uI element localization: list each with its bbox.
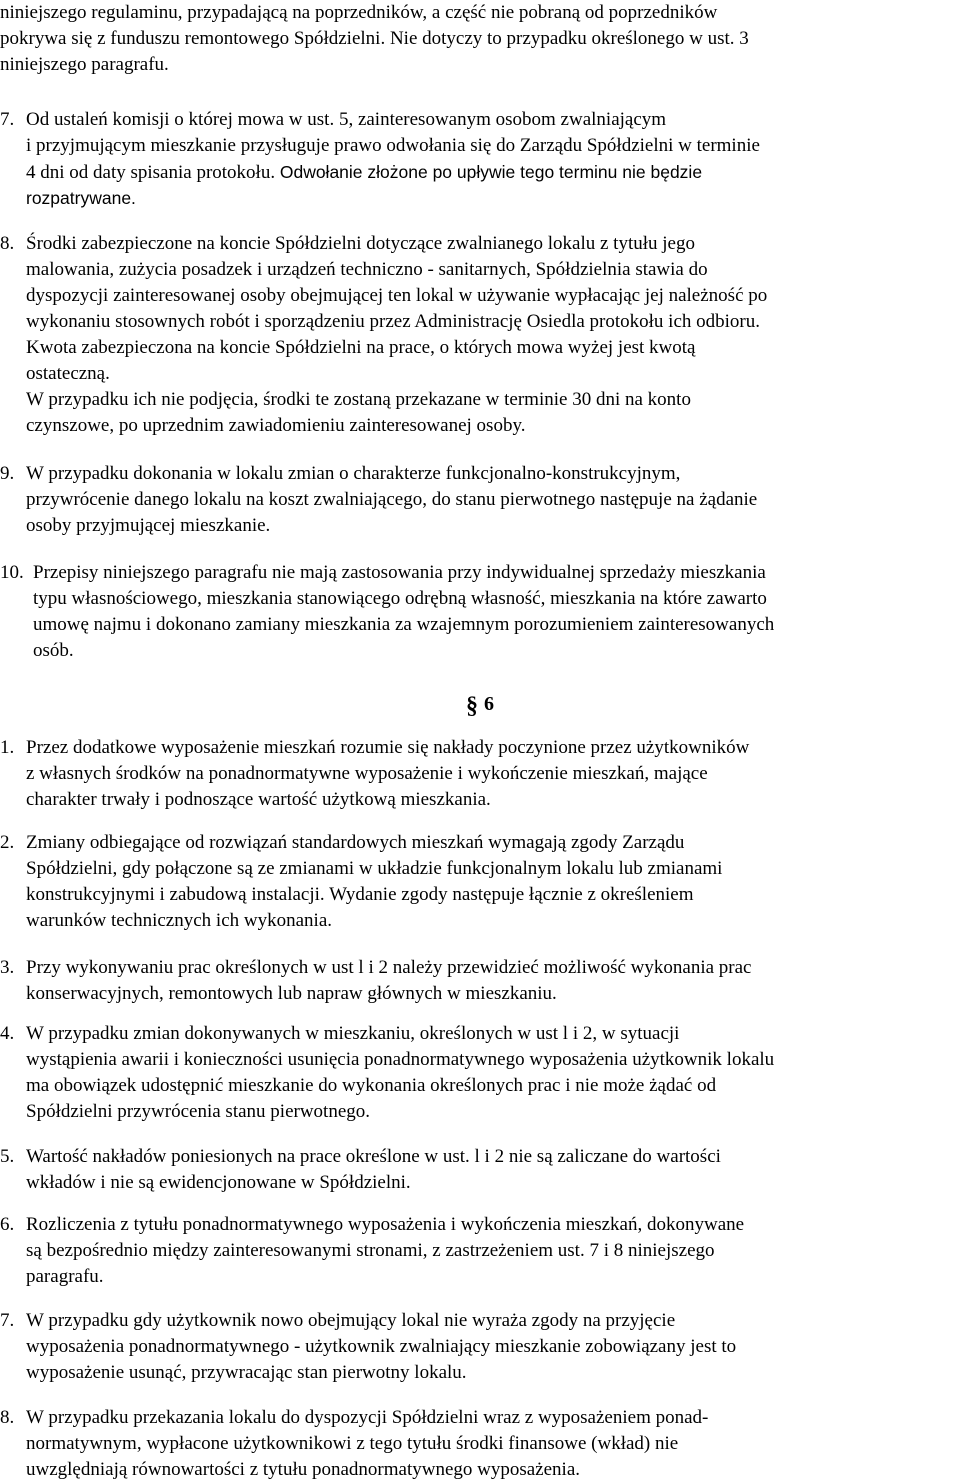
text-line: W przypadku przekazania lokalu do dyspozycji Spółdzielni wraz z wyposażeniem ponad- xyxy=(26,1407,709,1428)
section-symbol: § xyxy=(466,693,478,719)
text-line: Przepisy niniejszego paragrafu nie mają zastosowania przy indywidualnej sprzedaży mieszkania xyxy=(33,562,766,583)
text-line: Od ustaleń komisji o której mowa w ust. 5, zainteresowanym osobom zwalniającym xyxy=(26,109,667,130)
section-6-item-3 xyxy=(0,955,960,1007)
text-line: W przypadku ich nie podjęcia, środki te zostaną przekazane w terminie 30 dni na konto xyxy=(26,389,691,410)
text-line: konserwacyjnych, remontowych lub napraw głównych w mieszkaniu. xyxy=(26,983,557,1004)
section-6-item-4 xyxy=(0,1021,960,1125)
text-line: wkładów i nie są ewidencjonowane w Spółdzielni. xyxy=(26,1172,411,1193)
list-item-8 xyxy=(0,231,960,439)
text-line: wyposażenie usunąć, przywracając stan pierwotny lokalu. xyxy=(26,1362,467,1383)
text-line: konstrukcyjnymi i zabudową instalacji. Wydanie zgody następuje łącznie z określeniem xyxy=(26,884,694,905)
text-line: wykonaniu stosownych robót i sporządzeniu przez Administrację Osiedla protokołu ich odbioru. xyxy=(26,311,760,332)
text-line: Spółdzielni, gdy połączone są ze zmianami w układzie funkcjonalnym lokalu lub zmianami xyxy=(26,858,723,879)
list-item-10 xyxy=(0,560,960,664)
item-number: 4. xyxy=(0,1023,15,1044)
text-line: i przyjmującym mieszkanie przysługuje prawo odwołania się do Zarządu Spółdzielni w terminie xyxy=(26,135,760,156)
text-line: 4 dni od daty spisania protokołu. xyxy=(26,162,276,183)
text-line: osób. xyxy=(33,640,74,661)
list-item-9 xyxy=(0,461,960,539)
text-line: dyspozycji zainteresowanej osoby obejmującej ten lokal w używanie wypłacając jej należność po xyxy=(26,285,768,306)
section-heading xyxy=(0,690,960,717)
item-number: 7. xyxy=(0,109,15,130)
text-line: Wartość nakładów poniesionych na prace określone w ust. l i 2 nie są zaliczane do wartości xyxy=(26,1146,721,1167)
section-6-item-8 xyxy=(0,1405,960,1483)
text-line: przywrócenie danego lokalu na koszt zwalniającego, do stanu pierwotnego następuje na żądanie xyxy=(26,489,758,510)
text-line: Przez dodatkowe wyposażenie mieszkań rozumie się nakłady poczynione przez użytkowników xyxy=(26,737,750,758)
text-line-sans: rozpatrywane. xyxy=(26,188,136,208)
item-number: 10. xyxy=(0,562,24,583)
text-line: warunków technicznych ich wykonania. xyxy=(26,910,333,931)
text-line: Zmiany odbiegające od rozwiązań standardowych mieszkań wymagają zgody Zarządu xyxy=(26,832,685,853)
item-number: 3. xyxy=(0,957,15,978)
text-line: typu własnościowego, mieszkania stanowiącego odrębną własność, mieszkania na które zawarto xyxy=(33,588,767,609)
text-line: Rozliczenia z tytułu ponadnormatywnego wyposażenia i wykończenia mieszkań, dokonywane xyxy=(26,1214,745,1235)
item-number: 1. xyxy=(0,737,15,758)
item-number: 7. xyxy=(0,1310,15,1331)
text-line-sans: Odwołanie złożone po upływie tego terminu nie będzie xyxy=(279,162,703,182)
item-number: 6. xyxy=(0,1214,15,1235)
text-line: charakter trwały i podnoszące wartość użytkową mieszkania. xyxy=(26,789,491,810)
text-line: wyposażenia ponadnormatywnego - użytkownik zwalniający mieszkanie zobowiązany jest to xyxy=(26,1336,737,1357)
section-6-item-1 xyxy=(0,735,960,813)
text-line: Przy wykonywaniu prac określonych w ust l i 2 należy przewidzieć możliwość wykonania prac xyxy=(26,957,752,978)
text-line: pokrywa się z funduszu remontowego Spółdzielni. Nie dotyczy to przypadku określonego w ust. 3 xyxy=(0,28,749,49)
text-line: wystąpienia awarii i konieczności usunięcia ponadnormatywnego wyposażenia użytkownik lokalu xyxy=(26,1049,775,1070)
item-number: 8. xyxy=(0,233,15,254)
text-line: są bezpośrednio między zainteresowanymi stronami, z zastrzeżeniem ust. 7 i 8 niniejszego xyxy=(26,1240,715,1261)
section-6-item-2 xyxy=(0,830,960,934)
text-line: czynszowe, po uprzednim zawiadomieniu zainteresowanej osoby. xyxy=(26,415,526,436)
text-line: paragrafu. xyxy=(26,1266,104,1287)
continuation-paragraph xyxy=(0,0,960,78)
section-6-item-5 xyxy=(0,1144,960,1196)
item-number: 2. xyxy=(0,832,15,853)
text-line: W przypadku zmian dokonywanych w mieszkaniu, określonych w ust l i 2, w sytuacji xyxy=(26,1023,680,1044)
text-line: malowania, zużycia posadzek i urządzeń techniczno - sanitarnych, Spółdzielnia stawia do xyxy=(26,259,708,280)
text-line: Spółdzielni przywrócenia stanu pierwotnego. xyxy=(26,1101,371,1122)
text-line: Kwota zabezpieczona na koncie Spółdzielni na prace, o których mowa wyżej jest kwotą xyxy=(26,337,696,358)
text-line: ostateczną. xyxy=(26,363,110,384)
text-line: W przypadku gdy użytkownik nowo obejmujący lokal nie wyraża zgody na przyjęcie xyxy=(26,1310,676,1331)
text-line: umowę najmu i dokonano zamiany mieszkania za wzajemnym porozumieniem zainteresowanych xyxy=(33,614,775,635)
item-number: 8. xyxy=(0,1407,15,1428)
text-line: niniejszego paragrafu. xyxy=(0,54,169,75)
list-item-7 xyxy=(0,107,960,211)
item-number: 5. xyxy=(0,1146,15,1167)
section-6-item-6 xyxy=(0,1212,960,1290)
text-line: W przypadku dokonania w lokalu zmian o charakterze funkcjonalno-konstrukcyjnym, xyxy=(26,463,681,484)
text-line: Środki zabezpieczone na koncie Spółdzielni dotyczące zwalnianego lokalu z tytułu jego xyxy=(26,233,695,254)
section-number: 6 xyxy=(484,693,494,715)
text-line: uwzględniają równowartości z tytułu ponadnormatywnego wyposażenia. xyxy=(26,1459,581,1480)
text-line: niniejszego regulaminu, przypadającą na poprzedników, a część nie pobraną od poprzedników xyxy=(0,2,718,23)
item-number: 9. xyxy=(0,463,15,484)
text-line: normatywnym, wypłacone użytkownikowi z tego tytułu środki finansowe (wkład) nie xyxy=(26,1433,679,1454)
section-6-item-7 xyxy=(0,1308,960,1386)
text-line: z własnych środków na ponadnormatywne wyposażenie i wykończenie mieszkań, mające xyxy=(26,763,708,784)
text-line: ma obowiązek udostępnić mieszkanie do wykonania określonych prac i nie może żądać od xyxy=(26,1075,717,1096)
text-line: osoby przyjmującej mieszkanie. xyxy=(26,515,271,536)
